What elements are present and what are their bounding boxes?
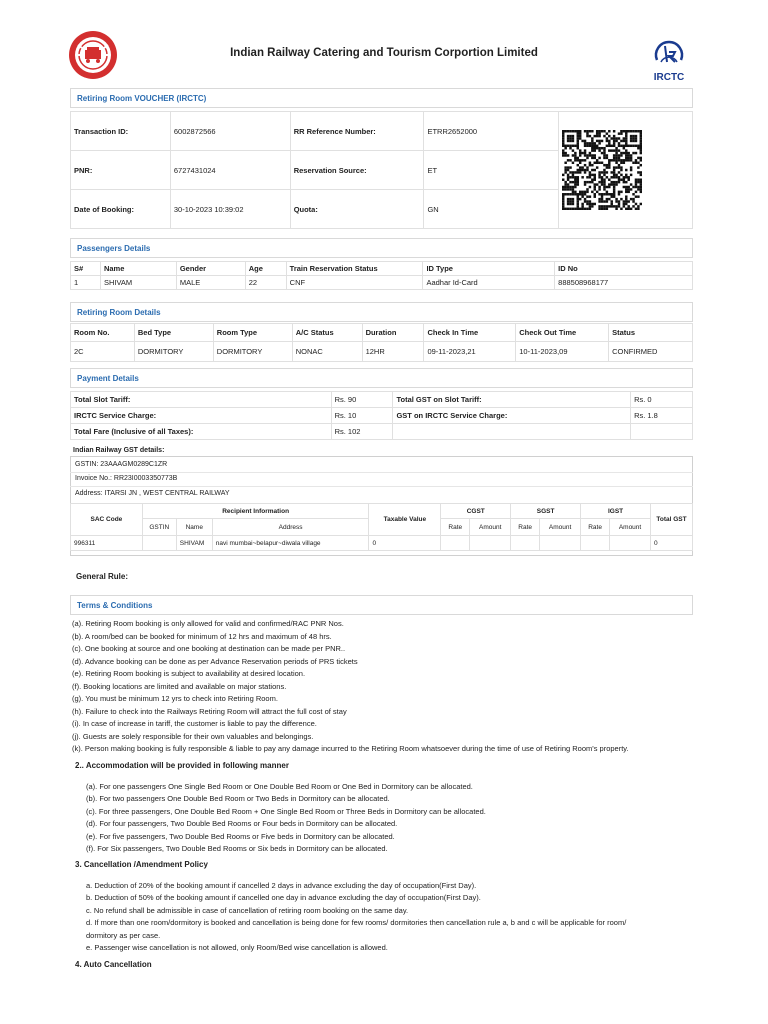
table-header-row <box>71 504 693 519</box>
col-header: Train Reservation Status <box>286 262 423 276</box>
auto-cancellation-heading: 4. Auto Cancellation <box>75 960 152 969</box>
col-header: Taxable Value <box>369 504 441 536</box>
table-cell: MALE <box>176 276 245 290</box>
list-item: (j). Guests are solely responsible for their own valuables and belongings. <box>72 731 314 741</box>
col-header: SGST <box>511 504 581 519</box>
empty-cell <box>393 424 631 440</box>
col-header: Recipient Information <box>142 504 369 519</box>
list-item: (a). Retiring Room booking is only allowed for valid and confirmed/RAC PNR Nos. <box>72 619 344 628</box>
reservation-source-label: Reservation Source: <box>290 151 424 190</box>
table-cell: 09-11-2023,21 <box>424 342 516 362</box>
gst-service-charge-value: Rs. 1.8 <box>631 408 693 424</box>
col-header: Amount <box>470 519 511 536</box>
date-of-booking-label: Date of Booking: <box>71 190 171 229</box>
voucher-section-title: Retiring Room VOUCHER (IRCTC) <box>77 94 207 103</box>
address-line: Address: ITARSI JN , WEST CENTRAL RAILWAY <box>75 490 230 497</box>
col-header: Status <box>609 324 693 342</box>
divider <box>70 472 693 473</box>
table-cell: 22 <box>245 276 286 290</box>
empty-cell <box>631 424 693 440</box>
payment-section-title: Payment Details <box>77 374 139 383</box>
list-item: (b). A room/bed can be booked for minimum of 12 hrs and maximum of 48 hrs. <box>72 631 332 641</box>
list-item: a. Deduction of 20% of the booking amount if cancelled 2 days in advance excluding the day of occupation(First Day). <box>86 881 477 890</box>
qr-code <box>562 130 642 210</box>
list-item: (d). For four passengers, Two Double Bed Rooms or Four beds in Dormitory can be allocated. <box>86 819 398 829</box>
rr-reference-label: RR Reference Number: <box>290 112 424 151</box>
col-header: Check Out Time <box>516 324 609 342</box>
col-header: Total GST <box>651 504 693 536</box>
list-item: e. Passenger wise cancellation is not allowed, only Room/Bed wise cancellation is allowed. <box>86 943 388 953</box>
col-header: GSTIN <box>142 519 176 536</box>
table-header-row <box>71 262 693 276</box>
col-header: Gender <box>176 262 245 276</box>
recipient-name-value: SHIVAM <box>176 536 212 551</box>
list-item: (f). For Six passengers, Two Double Bed Rooms or Six beds in Dormitory can be allocated. <box>86 844 388 854</box>
service-charge-value: Rs. 10 <box>331 408 393 424</box>
col-header: A/C Status <box>292 324 362 342</box>
date-of-booking-value: 30-10-2023 10:39:02 <box>170 190 290 229</box>
taxable-value: 0 <box>369 536 441 551</box>
document-header <box>0 0 768 88</box>
payment-section-header <box>70 368 693 388</box>
table-cell: CONFIRMED <box>609 342 693 362</box>
total-gst-slot-value: Rs. 0 <box>631 392 693 408</box>
passengers-section-header <box>70 238 693 258</box>
table-cell: 12HR <box>362 342 424 362</box>
list-item: dormitory as per case. <box>86 930 161 940</box>
list-item: (i). In case of increase in tariff, the customer is liable to pay the difference. <box>72 719 317 728</box>
list-item: (c). For three passengers, One Double Bed Room + One Single Bed Room or Three Beds in Dormitory can be allocated. <box>86 806 486 816</box>
service-charge-label: IRCTC Service Charge: <box>71 408 332 424</box>
gst-service-charge-label: GST on IRCTC Service Charge: <box>393 408 631 424</box>
col-header: Name <box>176 519 212 536</box>
pnr-value: 6727431024 <box>170 151 290 190</box>
cancellation-list <box>86 880 626 954</box>
table-row <box>71 276 693 290</box>
total-slot-tariff-value: Rs. 90 <box>331 392 393 408</box>
list-item: (g). You must be minimum 12 yrs to check into Retiring Room. <box>72 694 278 703</box>
terms-list <box>72 618 629 756</box>
total-fare-value: Rs. 102 <box>331 424 393 440</box>
total-slot-tariff-label: Total Slot Tariff: <box>71 392 332 408</box>
col-header: Rate <box>441 519 470 536</box>
table-cell: SHIVAM <box>100 276 176 290</box>
transaction-id-value: 6002872566 <box>170 112 290 151</box>
gst-title: Indian Railway GST details: <box>73 447 165 454</box>
table-row <box>71 392 693 408</box>
table-row <box>71 536 693 551</box>
table-row <box>71 342 693 362</box>
col-header: CGST <box>441 504 511 519</box>
table-cell: DORMITORY <box>134 342 213 362</box>
col-header: Duration <box>362 324 424 342</box>
table-cell <box>610 536 651 551</box>
list-item: (a). For one passengers One Single Bed Room or One Double Bed Room or One Bed in Dormitory can be allocated. <box>86 782 473 791</box>
table-cell: Aadhar Id-Card <box>423 276 555 290</box>
col-header: Bed Type <box>134 324 213 342</box>
transaction-id-label: Transaction ID: <box>71 112 171 151</box>
gstin-line: GSTIN: 23AAAGM0289C1ZR <box>75 461 168 468</box>
table-cell: 888508968177 <box>555 276 693 290</box>
table-cell <box>581 536 610 551</box>
page-title: Indian Railway Catering and Tourism Corportion Limited <box>230 47 538 59</box>
list-item: (e). Retiring Room booking is subject to availability at desired location. <box>72 669 306 678</box>
terms-section-header <box>70 595 693 615</box>
accommodation-heading: 2.. Accommodation will be provided in following manner <box>75 761 289 770</box>
payment-table <box>70 391 693 440</box>
total-gst-value: 0 <box>651 536 693 551</box>
table-cell <box>511 536 540 551</box>
irctc-logo <box>645 38 693 83</box>
general-rule-heading: General Rule: <box>76 572 129 581</box>
recipient-address-value: navi mumbai~belapur~diwala village <box>212 536 369 551</box>
reservation-source-value: ET <box>424 151 559 190</box>
col-header: Room No. <box>71 324 135 342</box>
table-header-row <box>71 324 693 342</box>
irctc-logo-text: IRCTC <box>653 72 685 83</box>
rr-reference-value: ETRR2652000 <box>424 112 559 151</box>
table-cell: 1 <box>71 276 101 290</box>
list-item: (f). Booking locations are limited and available on major stations. <box>72 681 287 691</box>
room-table <box>70 323 693 362</box>
col-header: S# <box>71 262 101 276</box>
table-row <box>71 408 693 424</box>
list-item: (e). For five passengers, Two Double Bed Rooms or Five beds in Dormitory can be allocated. <box>86 831 395 841</box>
table-cell: 10-11-2023,09 <box>516 342 609 362</box>
gstin-value <box>142 536 176 551</box>
col-header: Rate <box>511 519 540 536</box>
table-cell: DORMITORY <box>213 342 292 362</box>
quota-value: GN <box>424 190 559 229</box>
table-cell: NONAC <box>292 342 362 362</box>
col-header: Amount <box>540 519 581 536</box>
col-header: SAC Code <box>71 504 143 536</box>
list-item: d. If more than one room/dormitory is booked and cancellation is being done for few rooms/ dormitories then cancellation rule a, b and c will be applicable for room/ <box>86 918 627 928</box>
total-fare-label: Total Fare (Inclusive of all Taxes): <box>71 424 332 440</box>
col-header: Address <box>212 519 369 536</box>
passengers-table <box>70 261 693 290</box>
quota-label: Quota: <box>290 190 424 229</box>
list-item: (d). Advance booking can be done as per Advance Reservation periods of PRS tickets <box>72 656 358 666</box>
list-item: (k). Person making booking is fully responsible & liable to pay any damage incurred to the Retiring Room whatsoever during the time of use of Retiring Room's property. <box>72 744 629 753</box>
col-header: Check In Time <box>424 324 516 342</box>
room-section-header <box>70 302 693 322</box>
col-header: Amount <box>610 519 651 536</box>
col-header: IGST <box>581 504 651 519</box>
list-item: (b). For two passengers One Double Bed Room or Two Beds in Dormitory can be allocated. <box>86 794 390 804</box>
voucher-section-header <box>70 88 693 108</box>
table-cell <box>540 536 581 551</box>
room-section-title: Retiring Room Details <box>77 308 161 317</box>
pnr-label: PNR: <box>71 151 171 190</box>
list-item: (c). One booking at source and one booking at destination can be made per PNR.. <box>72 644 346 653</box>
passengers-section-title: Passengers Details <box>77 244 151 253</box>
accommodation-list <box>86 781 486 855</box>
terms-section-title: Terms & Conditions <box>77 601 153 610</box>
sac-code-value: 996311 <box>71 536 143 551</box>
gst-table <box>70 503 693 551</box>
col-header: Rate <box>581 519 610 536</box>
col-header: Age <box>245 262 286 276</box>
list-item: c. No refund shall be admissible in case of cancellation of retiring room booking on the same day. <box>86 905 409 915</box>
col-header: Room Type <box>213 324 292 342</box>
invoice-line: Invoice No.: RR23I0003350773B <box>75 475 178 482</box>
table-cell <box>470 536 511 551</box>
table-cell: 2C <box>71 342 135 362</box>
table-cell: CNF <box>286 276 423 290</box>
total-gst-slot-label: Total GST on Slot Tariff: <box>393 392 631 408</box>
divider <box>70 486 693 487</box>
col-header: ID Type <box>423 262 555 276</box>
table-cell <box>441 536 470 551</box>
cancellation-heading: 3. Cancellation /Amendment Policy <box>75 860 208 869</box>
col-header: Name <box>100 262 176 276</box>
table-row <box>71 424 693 440</box>
col-header: ID No <box>555 262 693 276</box>
list-item: (h). Failure to check into the Railways Retiring Room will attract the full cost of stay <box>72 706 347 716</box>
list-item: b. Deduction of 50% of the booking amount if cancelled one day in advance excluding the day of occupation(First Day). <box>86 893 481 903</box>
